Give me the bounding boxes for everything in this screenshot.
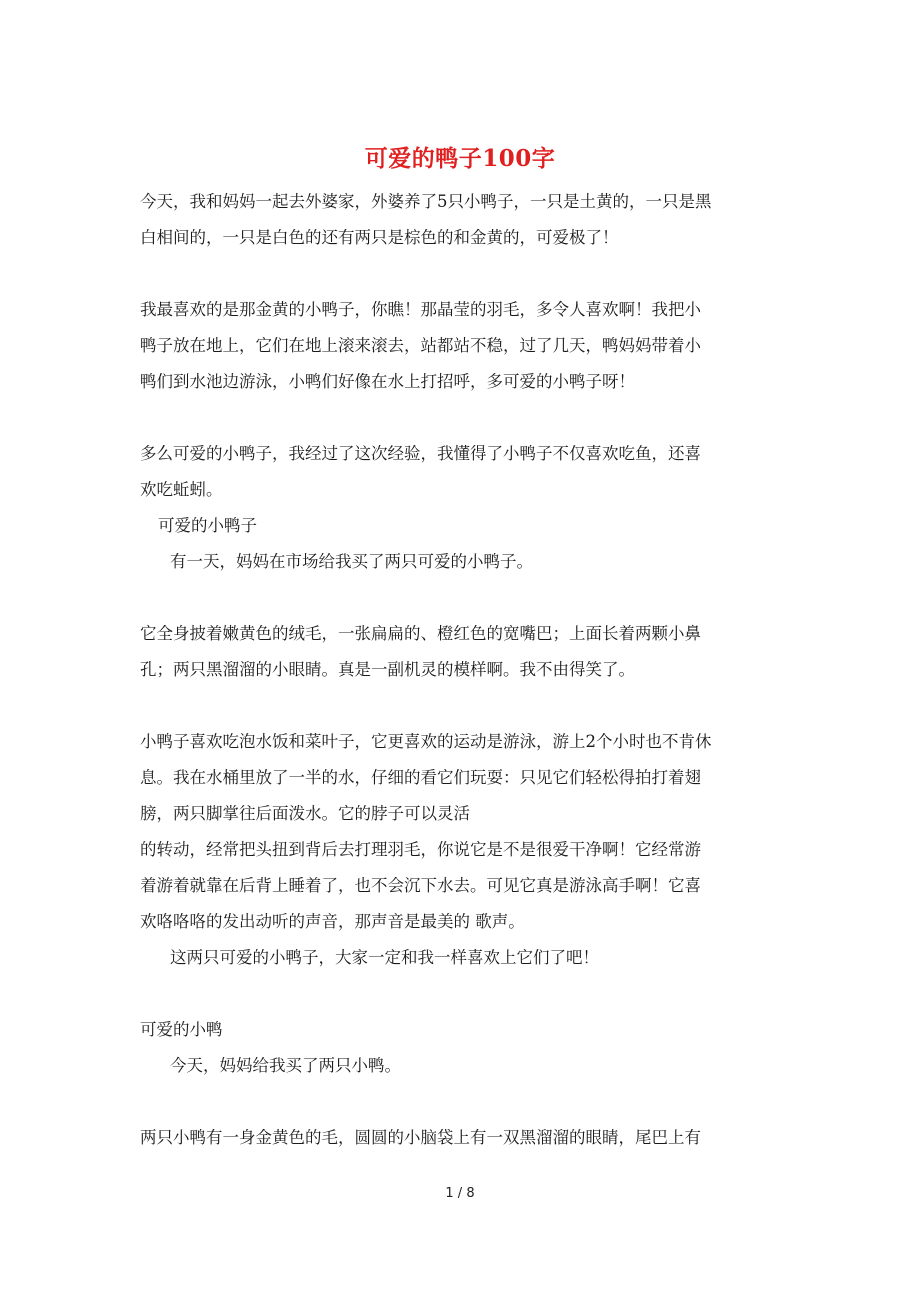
document-body — [140, 184, 785, 1156]
paragraph-gap — [140, 400, 785, 436]
text-line: 孔；两只黑溜溜的小眼睛。真是一副机灵的模样啊。我不由得笑了。 — [140, 660, 635, 679]
section-heading: 可爱的小鸭 — [140, 1020, 223, 1039]
paragraph-gap — [140, 688, 785, 724]
paragraph-gap — [140, 976, 785, 1012]
text-line: 我最喜欢的是那金黄的小鸭子，你瞧！那晶莹的羽毛，多令人喜欢啊！我把小 — [140, 300, 701, 319]
text-line: 多么可爱的小鸭子，我经过了这次经验，我懂得了小鸭子不仅喜欢吃鱼，还喜 — [140, 444, 701, 463]
section-heading: 可爱的小鸭子 — [158, 516, 257, 535]
text-line: 这两只可爱的小鸭子，大家一定和我一样喜欢上它们了吧！ — [170, 948, 599, 967]
text-line: 鸭们到水池边游泳，小鸭们好像在水上打招呼，多可爱的小鸭子呀！ — [140, 372, 635, 391]
paragraph-gap — [140, 580, 785, 616]
text-line: 两只小鸭有一身金黄色的毛，圆圆的小脑袋上有一双黑溜溜的眼睛，尾巴上有 — [140, 1128, 701, 1147]
text-line: 小鸭子喜欢吃泡水饭和菜叶子，它更喜欢的运动是游泳，游上2个小时也不肯休 — [140, 732, 712, 751]
text-line: 有一天，妈妈在市场给我买了两只可爱的小鸭子。 — [170, 552, 533, 571]
text-line: 欢吃蚯蚓。 — [140, 480, 223, 499]
text-line: 着游着就靠在后背上睡着了，也不会沉下水去。可见它真是游泳高手啊！它喜 — [140, 876, 701, 895]
page-indicator: 1 / 8 — [445, 1186, 475, 1201]
text-line: 白相间的，一只是白色的还有两只是棕色的和金黄的，可爱极了！ — [140, 228, 619, 247]
text-line: 今天，我和妈妈一起去外婆家，外婆养了5只小鸭子，一只是土黄的，一只是黑 — [140, 192, 712, 211]
text-line: 膀，两只脚掌往后面泼水。它的脖子可以灵活 — [140, 804, 470, 823]
document-title: 可爱的鸭子100字 — [364, 145, 556, 172]
text-line: 鸭子放在地上，它们在地上滚来滚去，站都站不稳，过了几天，鸭妈妈带着小 — [140, 336, 701, 355]
text-line: 的转动，经常把头扭到背后去打理羽毛，你说它是不是很爱干净啊！它经常游 — [140, 840, 701, 859]
paragraph-gap — [140, 256, 785, 292]
text-line: 欢咯咯咯的发出动听的声音，那声音是最美的 歌声。 — [140, 912, 525, 931]
paragraph-gap — [140, 1084, 785, 1120]
text-line: 息。我在水桶里放了一半的水，仔细的看它们玩耍：只见它们轻松得拍打着翅 — [140, 768, 701, 787]
text-line: 它全身披着嫩黄色的绒毛，一张扁扁的、橙红色的宽嘴巴；上面长着两颗小鼻 — [140, 624, 701, 643]
text-line: 今天，妈妈给我买了两只小鸭。 — [170, 1056, 401, 1075]
